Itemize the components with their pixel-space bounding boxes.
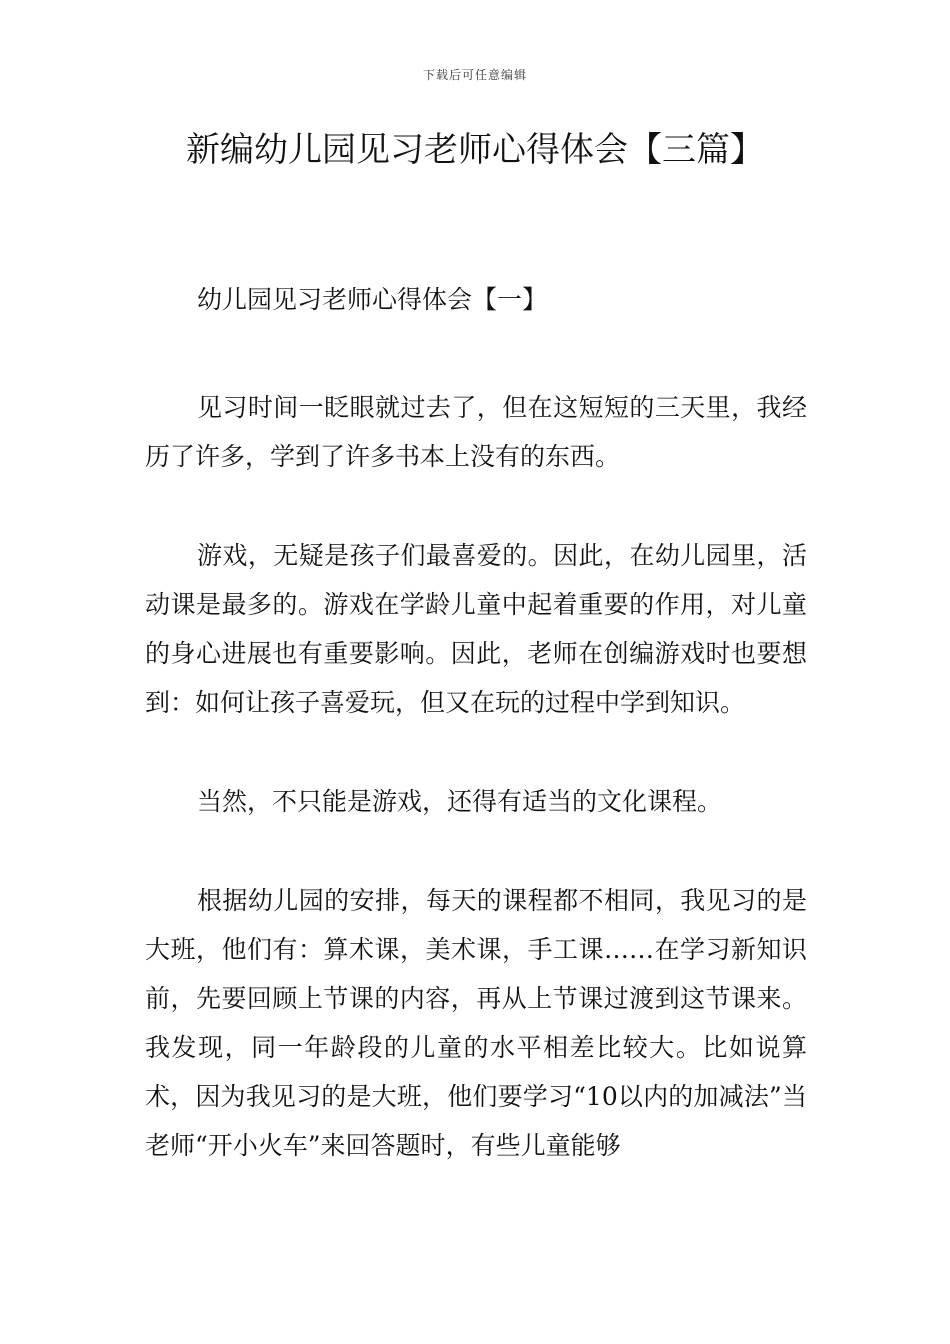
document-body: [145, 282, 807, 1170]
document-title: 新编幼儿园见习老师心得体会【三篇】: [186, 130, 764, 170]
paragraph-3: 当然，不只能是游戏，还得有适当的文化课程。: [197, 787, 723, 816]
paragraph-1: 见习时间一眨眼就过去了，但在这短短的三天里，我经历了许多，学到了许多书本上没有的东西。: [145, 393, 807, 471]
section-title: 幼儿园见习老师心得体会【一】: [197, 285, 548, 314]
paragraph-4: 根据幼儿园的安排，每天的课程都不相同，我见习的是大班，他们有：算术课，美术课，手工课……在学习新知识前，先要回顾上节课的内容，再从上节课过渡到这节课来。我发现，同一年龄段的儿童的水平相差比较大。比如说算术，因为我见习的是大班，他们要学习“10以内的加减法”当老师“开小火车”来回答题时，有些儿童能够: [145, 886, 807, 1160]
header-note: 下载后可任意编辑: [422, 68, 527, 82]
paragraph-2: 游戏，无疑是孩子们最喜爱的。因此，在幼儿园里，活动课是最多的。游戏在学龄儿童中起着重要的作用，对儿童的身心进展也有重要影响。因此，老师在创编游戏时也要想到：如何让孩子喜爱玩，但又在玩的过程中学到知识。: [145, 541, 807, 717]
